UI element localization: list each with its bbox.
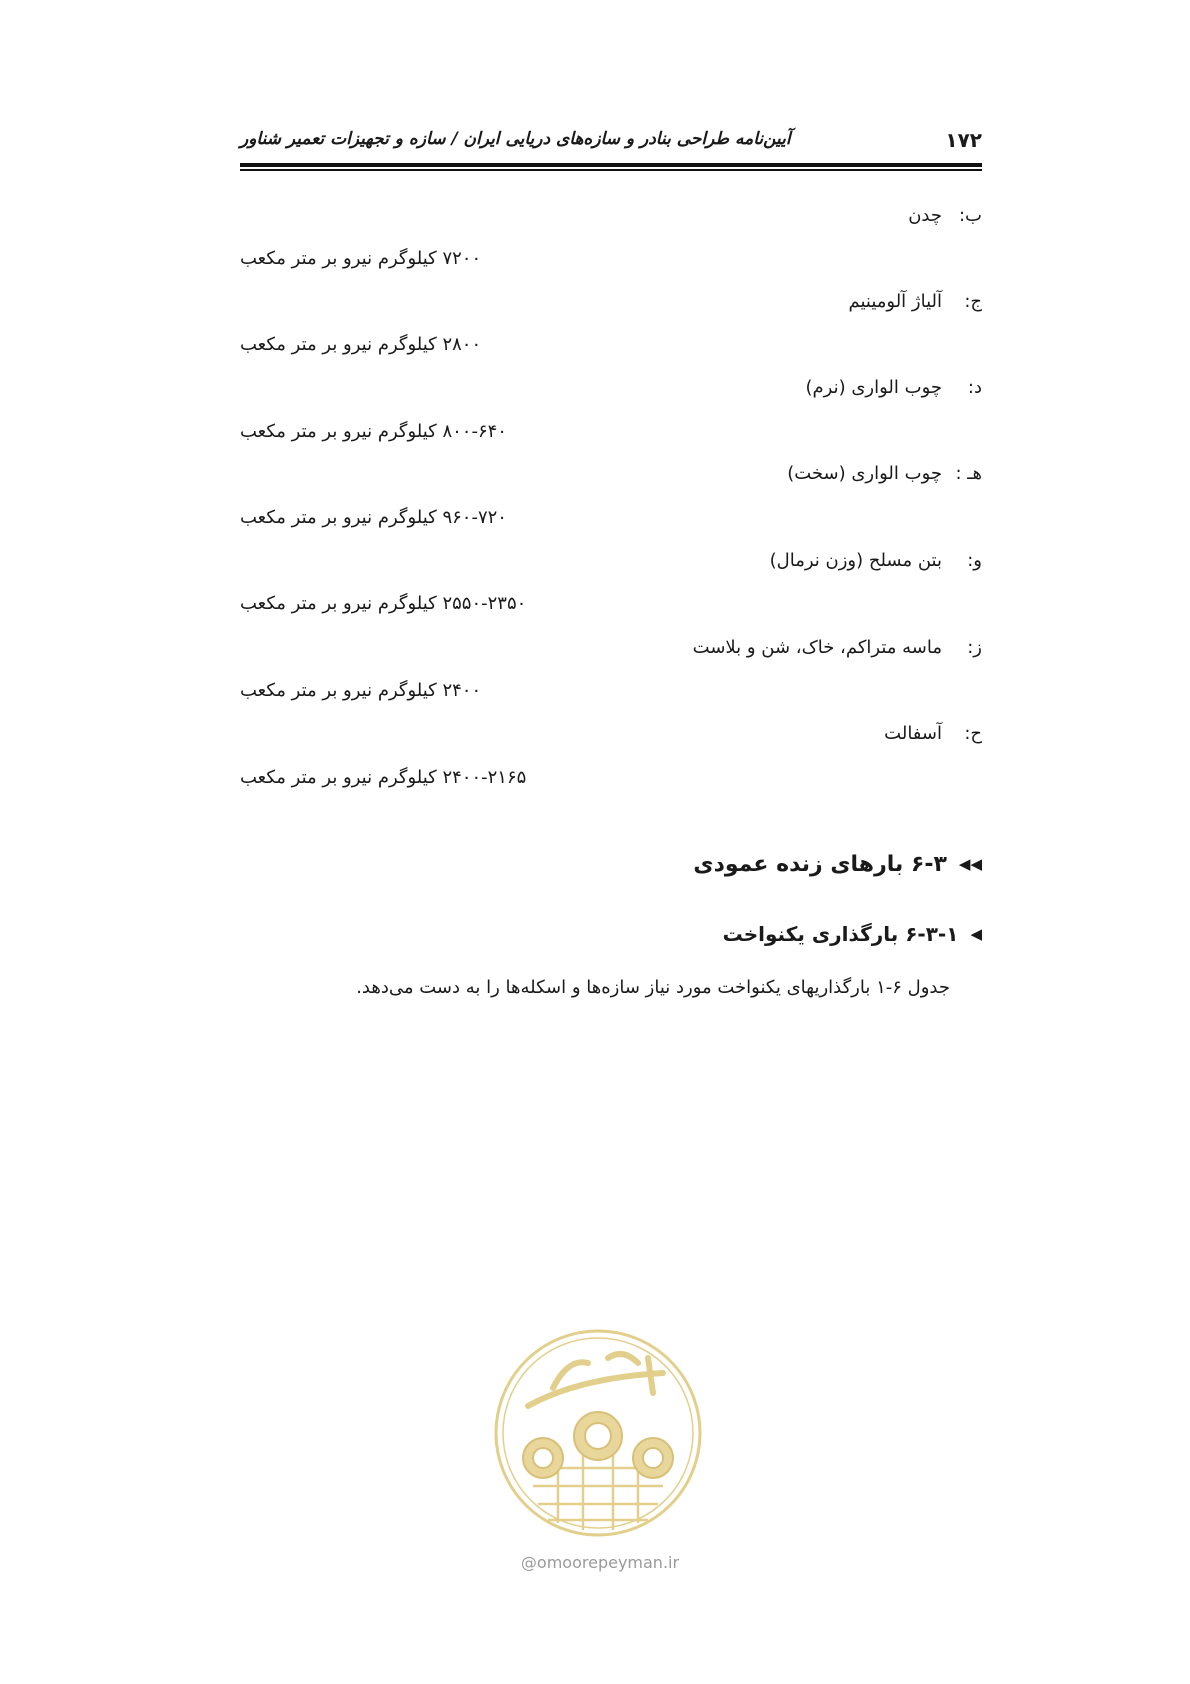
material-letter: هـ :	[955, 463, 982, 484]
watermark-url-text: omoorepeyman.ir	[536, 1553, 680, 1572]
material-letter: د:	[967, 377, 982, 398]
material-name: ماسه متراکم، خاک، شن و بلاست	[692, 637, 942, 658]
header-rule	[240, 163, 982, 167]
body-paragraph: جدول ۶-۱ بارگذاریهای یکنواخت مورد نیاز سازه‌ها و اسکله‌ها را به دست می‌دهد.	[356, 977, 950, 998]
section-heading	[693, 852, 982, 877]
subsection-title: ۶-۳-۱ بارگذاری یکنواخت	[722, 922, 959, 946]
page-number: ۱۷۲	[945, 128, 982, 152]
triangle-bullet-icon: ◀	[970, 925, 982, 943]
material-name: چوب الواری (نرم)	[805, 377, 942, 398]
material-item	[770, 550, 982, 580]
unit-weight-value: ۷۲۰۰ کیلوگرم نیرو بر متر مکعب	[240, 248, 482, 269]
material-letter: ج:	[964, 291, 982, 312]
book-title: آیین‌نامه طراحی بنادر و سازه‌های دریایی ایران / سازه و تجهیزات تعمیر شناور	[240, 129, 791, 149]
double-triangle-bullet-icon: ◀◀	[958, 855, 982, 873]
material-name: چدن	[908, 205, 942, 226]
header-rule-thin	[240, 169, 982, 171]
running-header	[240, 125, 982, 155]
unit-weight-value: ۹۶۰-۷۲۰ کیلوگرم نیرو بر متر مکعب	[240, 507, 507, 528]
unit-weight-value: ۸۰۰-۶۴۰ کیلوگرم نیرو بر متر مکعب	[240, 421, 507, 442]
at-sign-icon: @	[520, 1553, 537, 1572]
material-name: بتن مسلح (وزن نرمال)	[769, 550, 942, 571]
unit-weight-value: ۲۵۵۰-۲۳۵۰ کیلوگرم نیرو بر متر مکعب	[240, 593, 527, 614]
material-item	[884, 723, 982, 753]
material-item	[848, 291, 982, 321]
watermark-logo-icon	[488, 1318, 708, 1548]
material-item	[805, 377, 982, 407]
watermark-url	[500, 1553, 700, 1572]
subsection-heading	[723, 922, 982, 946]
material-item	[787, 463, 982, 493]
material-item	[693, 637, 982, 667]
material-letter: و:	[967, 550, 982, 571]
unit-weight-value: ۲۸۰۰ کیلوگرم نیرو بر متر مکعب	[240, 334, 482, 355]
unit-weight-value: ۲۴۰۰-۲۱۶۵ کیلوگرم نیرو بر متر مکعب	[240, 767, 527, 788]
material-letter: ب:	[958, 205, 982, 226]
material-letter: ح:	[964, 723, 982, 744]
material-letter: ز:	[967, 637, 982, 658]
unit-weight-value: ۲۴۰۰ کیلوگرم نیرو بر متر مکعب	[240, 680, 482, 701]
material-name: چوب الواری (سخت)	[787, 463, 942, 484]
material-name: آسفالت	[884, 723, 942, 744]
material-item	[908, 205, 982, 235]
section-title: ۶-۳ بارهای زنده عمودی	[693, 852, 947, 877]
material-name: آلیاژ آلومینیم	[848, 291, 942, 312]
